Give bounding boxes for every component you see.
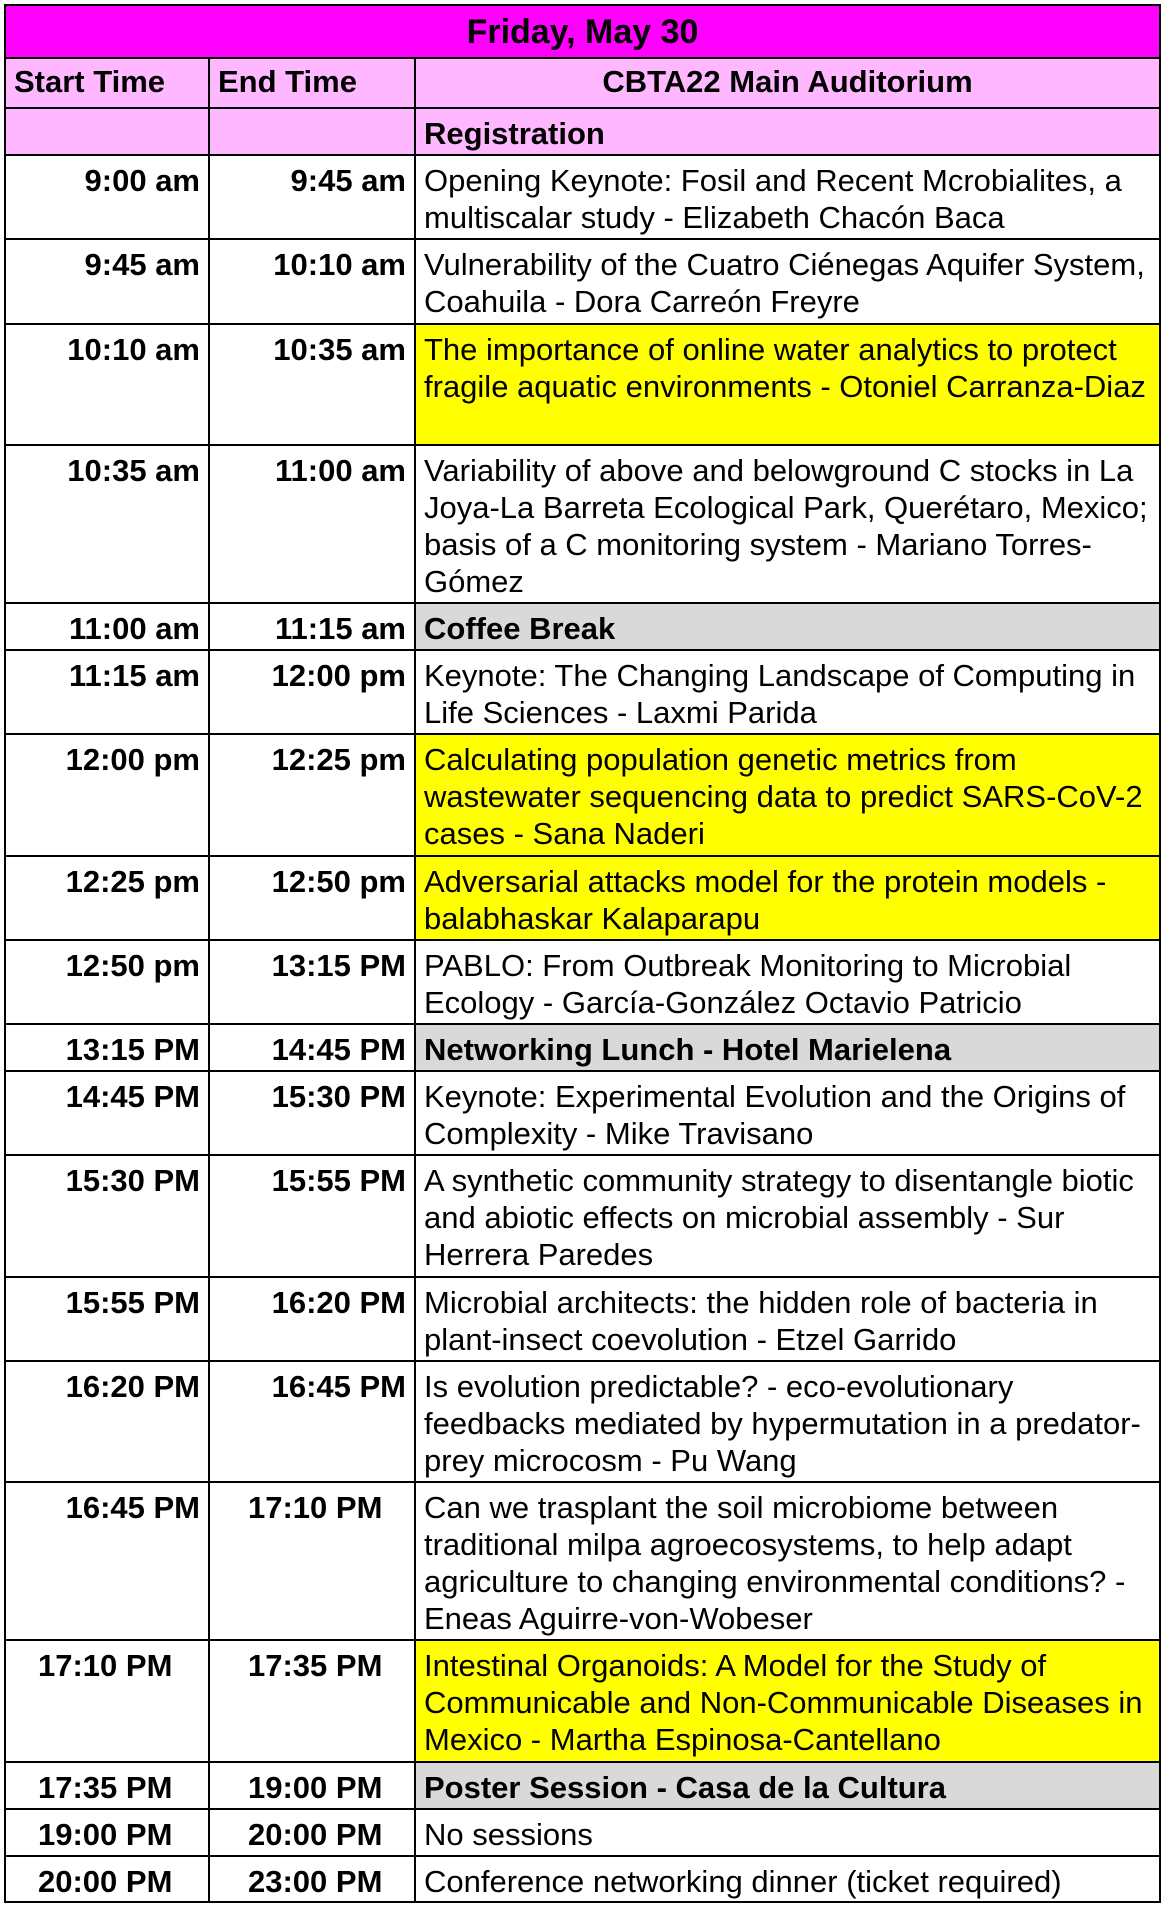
table-row — [5, 603, 1160, 650]
session-cell: Networking Lunch - Hotel Marielena — [415, 1024, 1160, 1071]
end-time-cell: 12:00 pm — [209, 650, 415, 734]
header-row — [5, 58, 1160, 108]
session-cell: Intestinal Organoids: A Model for the Study of Communicable and Non-Communicable Diseases in Mexico - Martha Espinosa-Cantellano — [415, 1640, 1160, 1761]
start-time-cell: 10:35 am — [5, 445, 209, 603]
start-time-cell: 19:00 PM — [5, 1809, 209, 1856]
start-time-cell: 17:10 PM — [5, 1640, 209, 1761]
header-end-time: End Time — [209, 58, 415, 108]
session-cell: Conference networking dinner (ticket required) — [415, 1856, 1160, 1902]
end-time-cell: 19:00 PM — [209, 1762, 415, 1809]
end-time-cell: 16:20 PM — [209, 1277, 415, 1361]
start-time-cell: 15:30 PM — [5, 1155, 209, 1276]
end-time-cell: 23:00 PM — [209, 1856, 415, 1902]
end-time-cell: 17:35 PM — [209, 1640, 415, 1761]
start-time-cell: 12:25 pm — [5, 856, 209, 940]
table-row — [5, 1071, 1160, 1155]
session-cell: No sessions — [415, 1809, 1160, 1856]
session-cell: Opening Keynote: Fosil and Recent Mcrobialites, a multiscalar study - Elizabeth Chacón Baca — [415, 155, 1160, 239]
table-row — [5, 155, 1160, 239]
end-time-cell: 15:55 PM — [209, 1155, 415, 1276]
session-cell: Coffee Break — [415, 603, 1160, 650]
end-time-cell: 12:50 pm — [209, 856, 415, 940]
header-venue: CBTA22 Main Auditorium — [415, 58, 1160, 108]
start-time-cell: 17:35 PM — [5, 1762, 209, 1809]
table-row — [5, 940, 1160, 1024]
start-time-cell: 11:00 am — [5, 603, 209, 650]
end-time-cell: 17:10 PM — [209, 1482, 415, 1640]
session-cell: Calculating population genetic metrics from wastewater sequencing data to predict SARS-CoV-2 cases - Sana Naderi — [415, 734, 1160, 855]
table-row — [5, 1762, 1160, 1809]
session-cell: Keynote: Experimental Evolution and the Origins of Complexity - Mike Travisano — [415, 1071, 1160, 1155]
end-time-cell: 13:15 PM — [209, 940, 415, 1024]
start-time-cell: 16:20 PM — [5, 1361, 209, 1482]
session-cell: The importance of online water analytics to protect fragile aquatic environments - Otoniel Carranza-Diaz — [415, 324, 1160, 445]
schedule-body — [5, 5, 1160, 1902]
session-cell: Registration — [415, 108, 1160, 155]
start-time-cell: 20:00 PM — [5, 1856, 209, 1902]
table-row — [5, 1024, 1160, 1071]
session-cell: Adversarial attacks model for the protein models - balabhaskar Kalaparapu — [415, 856, 1160, 940]
table-row — [5, 650, 1160, 734]
start-time-cell: 12:50 pm — [5, 940, 209, 1024]
start-time-cell: 11:15 am — [5, 650, 209, 734]
session-cell: Keynote: The Changing Landscape of Computing in Life Sciences - Laxmi Parida — [415, 650, 1160, 734]
session-cell: Vulnerability of the Cuatro Ciénegas Aquifer System, Coahuila - Dora Carreón Freyre — [415, 239, 1160, 323]
start-time-cell: 16:45 PM — [5, 1482, 209, 1640]
day-title: Friday, May 30 — [5, 5, 1160, 58]
start-time-cell: 15:55 PM — [5, 1277, 209, 1361]
table-row — [5, 1482, 1160, 1640]
table-row — [5, 324, 1160, 445]
table-row — [5, 734, 1160, 855]
end-time-cell: 12:25 pm — [209, 734, 415, 855]
end-time-cell: 9:45 am — [209, 155, 415, 239]
schedule-table — [4, 4, 1161, 1903]
table-row — [5, 856, 1160, 940]
start-time-cell — [5, 108, 209, 155]
session-cell: Is evolution predictable? - eco-evolutionary feedbacks mediated by hypermutation in a predator-prey microcosm - Pu Wang — [415, 1361, 1160, 1482]
end-time-cell: 20:00 PM — [209, 1809, 415, 1856]
session-cell: A synthetic community strategy to disentangle biotic and abiotic effects on microbial assembly - Sur Herrera Paredes — [415, 1155, 1160, 1276]
end-time-cell: 16:45 PM — [209, 1361, 415, 1482]
start-time-cell: 12:00 pm — [5, 734, 209, 855]
end-time-cell: 11:15 am — [209, 603, 415, 650]
session-cell: PABLO: From Outbreak Monitoring to Microbial Ecology - García-González Octavio Patricio — [415, 940, 1160, 1024]
table-row — [5, 1640, 1160, 1761]
table-row — [5, 1155, 1160, 1276]
header-start-time: Start Time — [5, 58, 209, 108]
end-time-cell: 10:10 am — [209, 239, 415, 323]
end-time-cell: 15:30 PM — [209, 1071, 415, 1155]
table-row — [5, 445, 1160, 603]
start-time-cell: 13:15 PM — [5, 1024, 209, 1071]
start-time-cell: 9:00 am — [5, 155, 209, 239]
start-time-cell: 9:45 am — [5, 239, 209, 323]
start-time-cell: 10:10 am — [5, 324, 209, 445]
session-cell: Poster Session - Casa de la Cultura — [415, 1762, 1160, 1809]
session-cell: Can we trasplant the soil microbiome between traditional milpa agroecosystems, to help adapt agriculture to changing environmental conditions? - Eneas Aguirre-von-Wobeser — [415, 1482, 1160, 1640]
table-row — [5, 239, 1160, 323]
table-row — [5, 1277, 1160, 1361]
table-row — [5, 1856, 1160, 1902]
start-time-cell: 14:45 PM — [5, 1071, 209, 1155]
table-row — [5, 1809, 1160, 1856]
end-time-cell: 14:45 PM — [209, 1024, 415, 1071]
end-time-cell — [209, 108, 415, 155]
table-row — [5, 1361, 1160, 1482]
table-row — [5, 108, 1160, 155]
session-cell: Variability of above and belowground C stocks in La Joya-La Barreta Ecological Park, Querétaro, Mexico; basis of a C monitoring system - Mariano Torres-Gómez — [415, 445, 1160, 603]
end-time-cell: 10:35 am — [209, 324, 415, 445]
session-cell: Microbial architects: the hidden role of bacteria in plant-insect coevolution - Etzel Garrido — [415, 1277, 1160, 1361]
title-row — [5, 5, 1160, 58]
end-time-cell: 11:00 am — [209, 445, 415, 603]
